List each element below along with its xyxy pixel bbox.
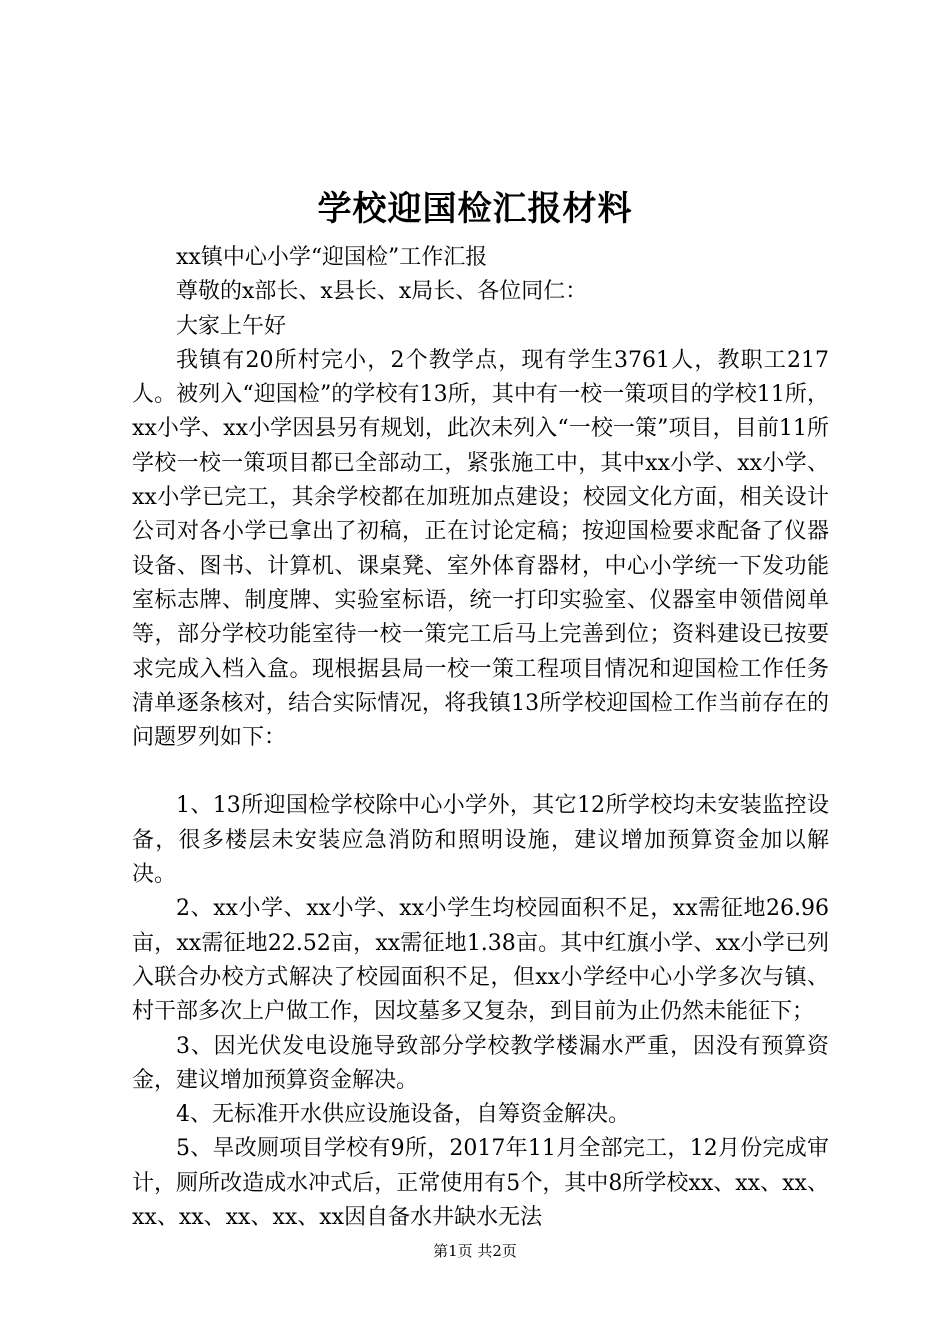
page-footer: 第1页 共2页 [433,1242,517,1260]
paragraph-salutation: 尊敬的x部长、x县长、x局长、各位同仁： [176,279,588,305]
paragraph-issue-4: 4、无标准开水供应设施设备，自筹资金解决。 [176,1102,630,1128]
paragraph-issue-5: 5、旱改厕项目学校有9所，2017年11月全部完工，12月份完成审计，厕所改造成水冲式后，正常使用有5个，其中8所学校xx、xx、xx、xx、xx、xx、xx、xx因自备水井缺水无法 [132,1136,829,1231]
paragraph-issue-2: 2、xx小学、xx小学、xx小学生均校园面积不足，xx需征地26.96亩，xx需征地22.52亩，xx需征地1.38亩。其中红旗小学、xx小学已列入联合办校方式解决了校园面积不足，但xx小学经中心小学多次与镇、村干部多次上户做工作，因坟墓多又复杂，到目前为止仍然未能征下； [132,896,829,1025]
document-body [132,241,829,1235]
page-title: 学校迎国检汇报材料 [317,189,633,229]
paragraph-spacer [132,755,829,789]
paragraph-greeting: 大家上午好 [176,313,287,339]
paragraph-overview: 我镇有20所村完小，2个教学点，现有学生3761人，教职工217人。被列入“迎国检”的学校有13所，其中有一校一策项目的学校11所，xx小学、xx小学因县另有规划，此次未列入“一校一策”项目，目前11所学校一校一策项目都已全部动工，紧张施工中，其中xx小学、xx小学、xx小学已完工，其余学校都在加班加点建设；校园文化方面，相关设计公司对各小学已拿出了初稿，正在讨论定稿；按迎国检要求配备了仪器设备、图书、计算机、课桌凳、室外体育器材，中心小学统一下发功能室标志牌、制度牌、实验室标语，统一打印实验室、仪器室申领借阅单等，部分学校功能室待一校一策完工后马上完善到位；资料建设已按要求完成入档入盒。现根据县局一校一策工程项目情况和迎国检工作任务清单逐条核对，结合实际情况，将我镇13所学校迎国检工作当前存在的问题罗列如下： [132,347,829,751]
paragraph-issue-3: 3、因光伏发电设施导致部分学校教学楼漏水严重，因没有预算资金，建议增加预算资金解决。 [132,1033,829,1093]
paragraph-issue-1: 1、13所迎国检学校除中心小学外，其它12所学校均未安装监控设备，很多楼层未安装应急消防和照明设施，建议增加预算资金加以解决。 [132,793,829,888]
paragraph-report-heading: xx镇中心小学“迎国检”工作汇报 [176,245,488,270]
